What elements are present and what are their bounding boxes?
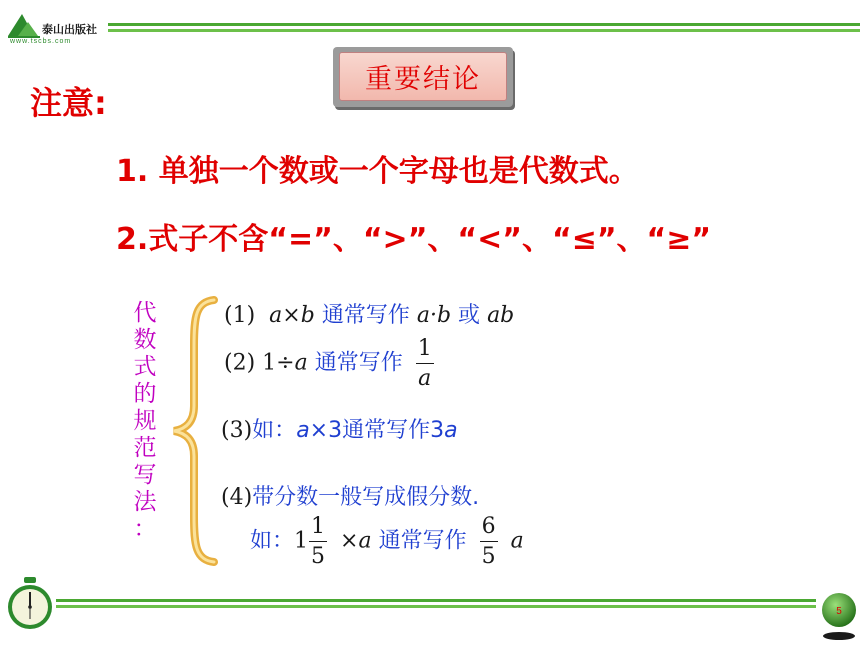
page-number-badge <box>818 590 860 642</box>
rule-1 <box>224 298 514 329</box>
side-title-char: ： <box>133 516 157 542</box>
side-title-char: 范 <box>133 435 157 461</box>
rule-text: 带分数一般写成假分数. <box>252 485 480 510</box>
var-a: a <box>269 303 283 328</box>
mixed-whole: 1 <box>294 528 309 554</box>
rule-number: (3) <box>221 418 253 443</box>
result-expr: a·b <box>416 303 452 328</box>
write-as-text: 通常写作 <box>314 350 403 376</box>
write-as-text: 通常写作 <box>378 528 467 554</box>
clock-icon <box>5 577 55 631</box>
times-sign: × <box>282 303 301 328</box>
alt-expr: ab <box>487 303 515 328</box>
top-divider-line <box>108 20 860 36</box>
var-a: a <box>296 418 310 443</box>
point-1: 1. 单独一个数或一个字母也是代数式。 <box>116 154 639 189</box>
rule-number: (4) <box>221 485 253 510</box>
rule-3 <box>221 413 458 444</box>
result-coefficient: 3 <box>430 418 445 443</box>
fraction-denominator: 5 <box>311 544 326 569</box>
badge-label: 重要结论 <box>339 52 507 101</box>
divide-sign: ÷ <box>276 350 295 376</box>
side-title-char: 写 <box>133 462 157 488</box>
result-var: a <box>510 528 524 554</box>
logo-url: www.tscbs.com <box>10 38 72 45</box>
rule-number: (2) 1 <box>224 350 277 376</box>
fraction-denominator: 5 <box>481 544 496 569</box>
result-var: a <box>444 418 458 443</box>
point-2: 2.式子不含“=”、“>”、“<”、“≤”、“≥” <box>116 222 712 257</box>
write-as-text: 通常写作 <box>342 418 431 443</box>
var-a: a <box>358 528 372 554</box>
side-title-char: 数 <box>133 327 157 353</box>
times-sign: × <box>340 528 359 554</box>
page-number: 5 <box>836 606 842 617</box>
side-title-char: 代 <box>133 300 157 326</box>
side-title-char: 式 <box>133 354 157 380</box>
bottom-divider-line <box>56 596 816 612</box>
note-heading: 注意: <box>30 84 107 122</box>
fraction <box>416 336 434 391</box>
fraction-numerator: 1 <box>309 514 327 542</box>
example-label: 如： <box>250 528 295 554</box>
rule-number: (1) <box>224 303 256 328</box>
fraction-denominator: a <box>418 366 432 391</box>
side-title-char: 的 <box>133 381 157 407</box>
rule-2 <box>224 336 440 391</box>
key-conclusion-badge <box>333 47 513 107</box>
side-title-char: 规 <box>133 408 157 434</box>
example-label: 如： <box>252 418 297 443</box>
write-as-text: 通常写作 <box>321 303 410 328</box>
side-title-char: 法 <box>133 489 157 515</box>
svg-text:泰山出版社: 泰山出版社 <box>42 23 97 36</box>
side-title <box>131 300 159 543</box>
var-a: a <box>294 350 308 376</box>
fraction-numerator: 6 <box>480 514 498 542</box>
var-b: b <box>300 303 315 328</box>
times-three: ×3 <box>309 418 343 443</box>
or-text: 或 <box>458 303 481 328</box>
mixed-fraction <box>309 514 327 569</box>
improper-fraction <box>480 514 498 569</box>
fraction-numerator: 1 <box>416 336 434 364</box>
rule-4 <box>221 480 479 511</box>
rule-4-example <box>250 514 524 569</box>
curly-brace <box>168 296 220 566</box>
